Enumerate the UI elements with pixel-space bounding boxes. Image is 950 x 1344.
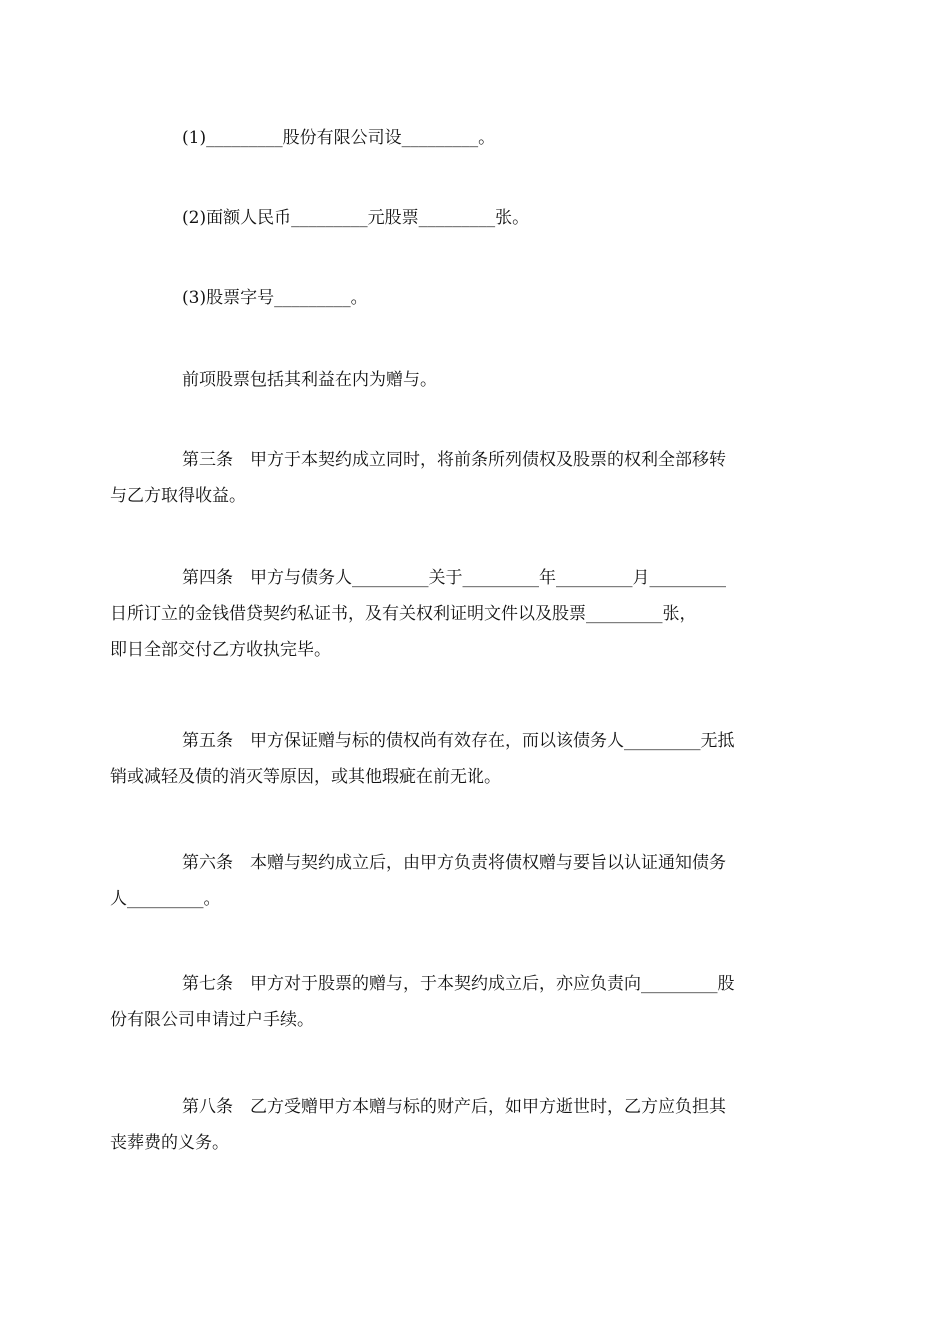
text-line: 日所订立的金钱借贷契约私证书，及有关权利证明文件以及股票_________张， — [110, 604, 697, 624]
text-line: 第七条 甲方对于股票的赠与，于本契约成立后，亦应负责向_________股 — [182, 974, 735, 994]
article-7 — [110, 966, 806, 1038]
text-line: (2)面额人民币_________元股票_________张。 — [182, 208, 530, 228]
article-6 — [110, 845, 806, 917]
text-line: 前项股票包括其利益在内为赠与。 — [182, 370, 437, 390]
article-4 — [110, 560, 806, 668]
text-line: (3)股票字号_________。 — [182, 288, 368, 308]
clause-item-3 — [146, 280, 806, 316]
article-3 — [110, 442, 806, 514]
text-line: 销或减轻及债的消灭等原因，或其他瑕疵在前无讹。 — [110, 767, 501, 787]
text-line: 第六条 本赠与契约成立后，由甲方负责将债权赠与要旨以认证通知债务 — [182, 853, 726, 873]
text-line: 与乙方取得收益。 — [110, 486, 246, 506]
article-8 — [110, 1089, 806, 1161]
text-line: 人_________。 — [110, 889, 221, 909]
text-line: 第四条 甲方与债务人_________关于_________年_________月_________ — [182, 568, 726, 588]
text-line: 丧葬费的义务。 — [110, 1133, 229, 1153]
text-line: 第五条 甲方保证赠与标的债权尚有效存在，而以该债务人_________无抵 — [182, 731, 735, 751]
stock-note — [146, 362, 806, 398]
clause-item-2 — [146, 200, 806, 236]
clause-item-1 — [146, 120, 806, 156]
article-5 — [110, 723, 806, 795]
text-line: 份有限公司申请过户手续。 — [110, 1010, 314, 1030]
text-line: 第八条 乙方受赠甲方本赠与标的财产后，如甲方逝世时，乙方应负担其 — [182, 1097, 726, 1117]
text-line: 第三条 甲方于本契约成立同时，将前条所列债权及股票的权利全部移转 — [182, 450, 726, 470]
text-line: 即日全部交付乙方收执完毕。 — [110, 640, 331, 660]
text-line: (1)_________股份有限公司设_________。 — [182, 128, 496, 148]
